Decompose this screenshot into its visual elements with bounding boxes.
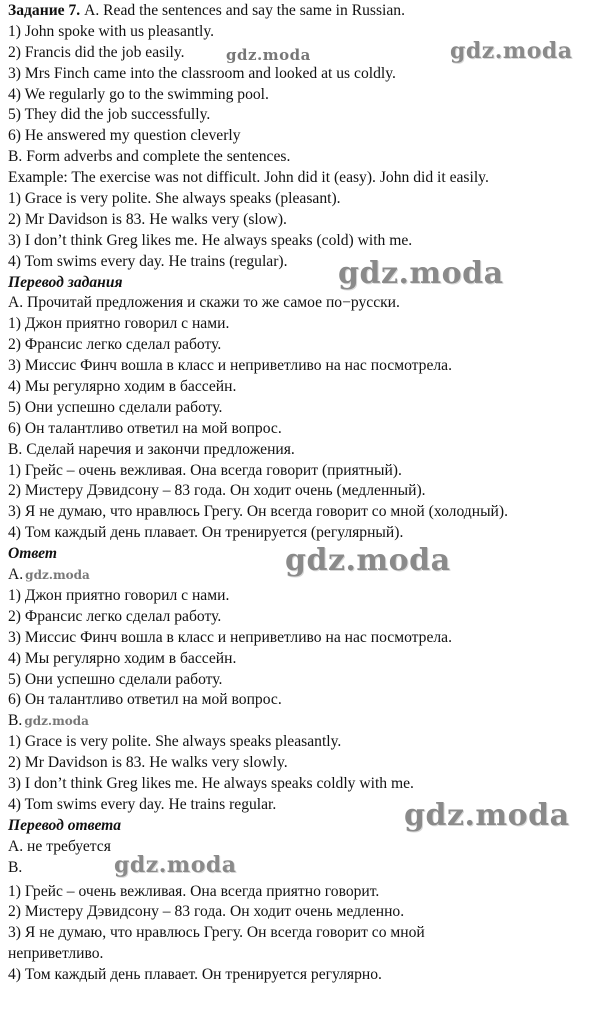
watermark-inline: gdz.moda <box>24 714 89 729</box>
sentence-a4-en: 4) We regularly go to the swimming pool. <box>8 85 269 103</box>
watermark: gdz.moda <box>285 543 451 578</box>
sentence-b3-ru: 3) Я не думаю, что нравлюсь Грегу. Он всегда говорит со мной (холодный). <box>8 503 508 521</box>
answer-b-label: B. <box>8 712 23 730</box>
example-line: Example: The exercise was not difficult. John did it (easy). John did it easily. <box>8 169 489 187</box>
watermark-inline: gdz.moda <box>25 568 90 583</box>
sentence-a6-ru: 6) Он талантливо ответил на мой вопрос. <box>8 419 282 437</box>
answer-translation-b4: 4) Том каждый день плавает. Он тренируется регулярно. <box>8 966 382 984</box>
answer-b3: 3) I don’t think Greg likes me. He always speaks coldly with me. <box>8 774 414 792</box>
sentence-a3-ru: 3) Миссис Финч вошла в класс и неприветливо на нас посмотрела. <box>8 357 452 375</box>
answer-translation-b1: 1) Грейс – очень вежливая. Она всегда приятно говорит. <box>8 882 380 900</box>
answer-translation-heading: Перевод ответа <box>8 816 122 834</box>
answer-heading: Ответ <box>8 545 58 563</box>
sentence-b4-en: 4) Tom swims every day. He trains (regular). <box>8 252 288 270</box>
sentence-b2-en: 2) Mr Davidson is 83. He walks very (slow). <box>8 210 287 228</box>
sentence-a6-en: 6) He answered my question cleverly <box>8 127 241 145</box>
answer-translation-b2: 2) Мистеру Дэвидсону – 83 года. Он ходит очень медленно. <box>8 903 405 921</box>
sentence-b1-en: 1) Grace is very polite. She always speaks (pleasant). <box>8 190 341 208</box>
document-page <box>8 1 602 986</box>
watermark: gdz.moda <box>114 852 237 878</box>
answer-a2: 2) Франсис легко сделал работу. <box>8 607 222 625</box>
answer-translation-a: А. не требуется <box>8 837 111 855</box>
task-instruction: A. Read the sentences and say the same in Russian. <box>80 2 405 19</box>
watermark: gdz.moda <box>450 38 573 64</box>
sentence-b2-ru: 2) Мистеру Дэвидсону – 83 года. Он ходит очень (медленный). <box>8 482 426 500</box>
sentence-a5-en: 5) They did the job successfully. <box>8 106 211 124</box>
answer-translation-b3: 3) Я не думаю, что нравлюсь Грегу. Он всегда говорит со мной <box>8 924 425 942</box>
sentence-b1-ru: 1) Грейс – очень вежливая. Она всегда говорит (приятный). <box>8 461 402 479</box>
watermark: gdz.moda <box>404 798 570 833</box>
task-number: Задание 7. <box>8 2 81 19</box>
answer-a3: 3) Миссис Финч вошла в класс и неприветливо на нас посмотрела. <box>8 628 452 646</box>
sentence-b3-en: 3) I don’t think Greg likes me. He always speaks (cold) with me. <box>8 231 413 249</box>
answer-b2: 2) Mr Davidson is 83. He walks very slowly. <box>8 754 288 772</box>
answer-b4: 4) Tom swims every day. He trains regular. <box>8 795 277 813</box>
part-a-instruction-ru: А. Прочитай предложения и скажи то же самое по−русски. <box>8 294 400 312</box>
answer-a5: 5) Они успешно сделали работу. <box>8 670 223 688</box>
translation-heading: Перевод задания <box>8 273 123 291</box>
sentence-a2-ru: 2) Франсис легко сделал работу. <box>8 336 222 354</box>
answer-b1: 1) Grace is very polite. She always speaks pleasantly. <box>8 733 342 751</box>
sentence-b4-ru: 4) Том каждый день плавает. Он тренируется (регулярный). <box>8 524 404 542</box>
watermark: gdz.moda <box>338 256 504 291</box>
answer-b-label-line <box>8 711 602 732</box>
answer-a6: 6) Он талантливо ответил на мой вопрос. <box>8 691 282 709</box>
sentence-a5-ru: 5) Они успешно сделали работу. <box>8 398 223 416</box>
sentence-a2-en: 2) Francis did the job easily. <box>8 43 185 61</box>
part-b-instruction-en: B. Form adverbs and complete the sentences. <box>8 148 291 166</box>
answer-a4: 4) Мы регулярно ходим в бассейн. <box>8 649 237 667</box>
sentence-a1-ru: 1) Джон приятно говорил с нами. <box>8 315 230 333</box>
part-b-instruction-ru: В. Сделай наречия и закончи предложения. <box>8 440 295 458</box>
task-header <box>8 1 602 22</box>
answer-a-label: А. <box>8 566 24 584</box>
answer-translation-b3-cont: неприветливо. <box>8 945 104 963</box>
watermark: gdz.moda <box>226 46 311 64</box>
answer-a1: 1) Джон приятно говорил с нами. <box>8 586 230 604</box>
answer-translation-b-label: В. <box>8 858 23 876</box>
sentence-a3-en: 3) Mrs Finch came into the classroom and looked at us coldly. <box>8 64 396 82</box>
sentence-a4-ru: 4) Мы регулярно ходим в бассейн. <box>8 378 237 396</box>
sentence-a1-en: 1) John spoke with us pleasantly. <box>8 22 215 40</box>
